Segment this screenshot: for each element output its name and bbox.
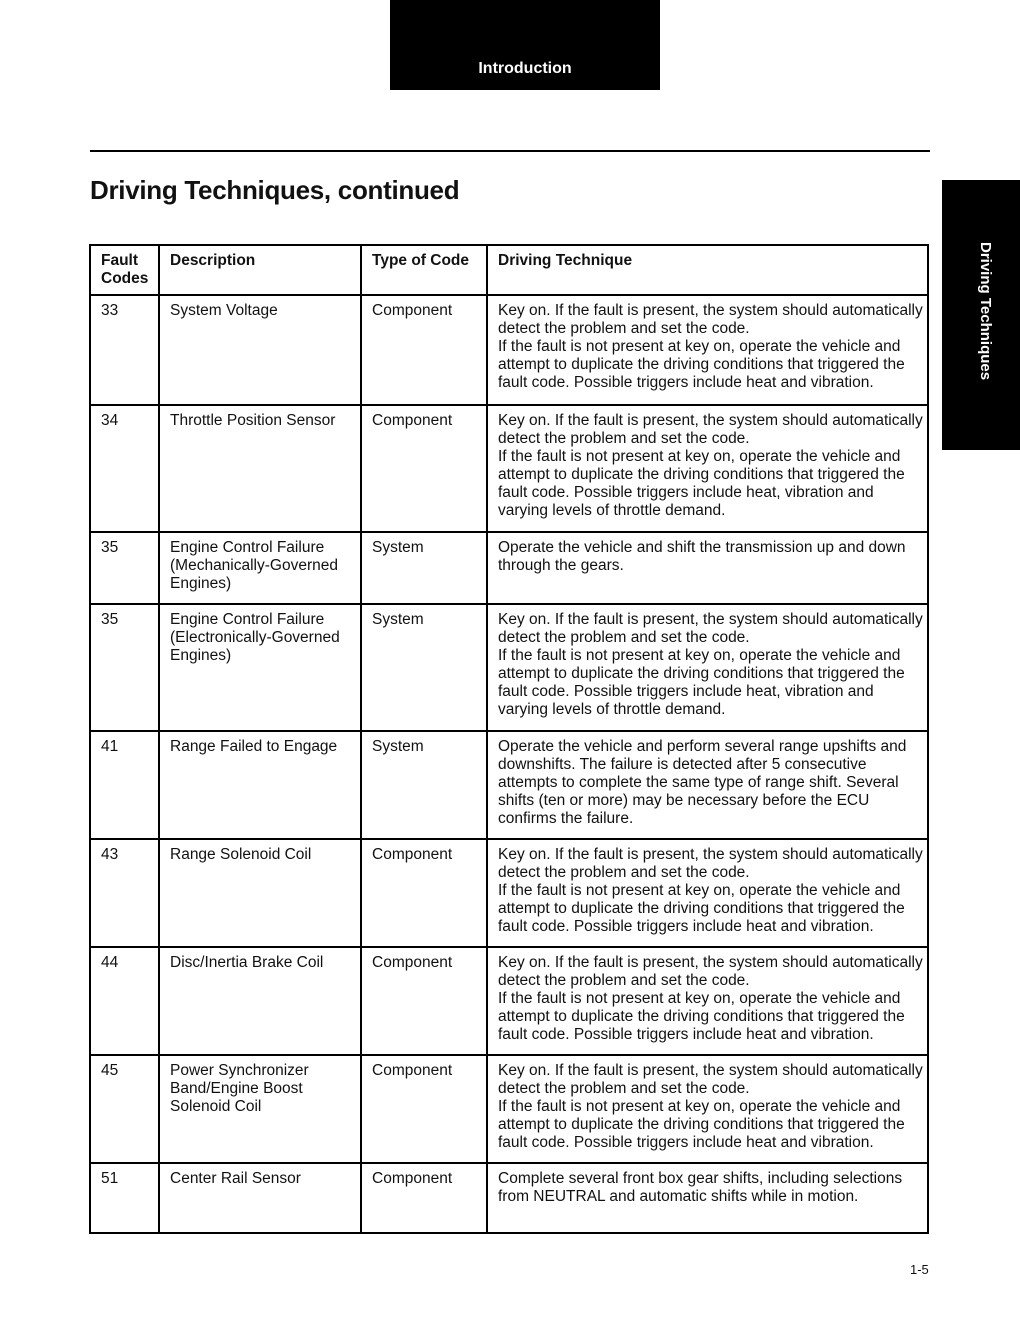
fault-code-cell: 34 [90,405,159,532]
table-row [90,731,928,839]
description-cell: Throttle Position Sensor [159,405,361,532]
technique-paragraph: Key on. If the fault is present, the system should automatically detect the problem and set the code. [498,302,923,337]
page-title: Driving Techniques, continued [90,175,460,205]
table-header-row [90,245,928,295]
table-row [90,839,928,947]
table-body [90,295,928,1233]
technique-paragraph: If the fault is not present at key on, operate the vehicle and attempt to duplicate the driving conditions that triggered the fault code. Possible triggers include heat, vibration and varying levels of throttle demand. [498,647,905,718]
technique-paragraph: Complete several front box gear shifts, including selections from NEUTRAL and automatic shifts while in motion. [498,1170,903,1205]
page-number: 1-5 [910,1262,929,1277]
description-cell: Range Solenoid Coil [159,839,361,947]
code-type-cell: System [361,532,487,604]
driving-technique-cell [487,947,928,1055]
driving-technique-cell [487,604,928,731]
column-header-type: Type of Code [361,245,487,295]
fault-code-cell: 33 [90,295,159,405]
technique-paragraph: Operate the vehicle and perform several range upshifts and downshifts. The failure is detected after 5 consecutive attempts to complete the same type of range shift. Several shifts (ten or more) may be necessary before the ECU confirms the failure. [498,738,907,827]
technique-paragraph: If the fault is not present at key on, operate the vehicle and attempt to duplicate the driving conditions that triggered the fault code. Possible triggers include heat and vibration. [498,1098,905,1151]
description-cell: Range Failed to Engage [159,731,361,839]
fault-codes-table [89,244,929,1234]
column-header-fault-line2: Codes [101,270,149,287]
fault-code-cell: 41 [90,731,159,839]
table-row [90,295,928,405]
code-type-cell: System [361,604,487,731]
technique-paragraph: Operate the vehicle and shift the transmission up and down through the gears. [498,539,906,574]
technique-paragraph: If the fault is not present at key on, operate the vehicle and attempt to duplicate the driving conditions that triggered the fault code. Possible triggers include heat, vibration and varying levels of throttle demand. [498,448,905,519]
section-tab [390,0,660,90]
title-divider [90,150,930,152]
description-cell: Engine Control Failure (Mechanically-Governed Engines) [159,532,361,604]
table-row [90,532,928,604]
technique-paragraph: Key on. If the fault is present, the system should automatically detect the problem and set the code. [498,954,923,989]
column-header-fault-codes [90,245,159,295]
chapter-side-tab-label: Driving Techniques [977,242,994,381]
technique-paragraph: Key on. If the fault is present, the system should automatically detect the problem and set the code. [498,1062,923,1097]
description-cell: Disc/Inertia Brake Coil [159,947,361,1055]
fault-code-cell: 44 [90,947,159,1055]
driving-technique-cell [487,731,928,839]
driving-technique-cell [487,405,928,532]
driving-technique-cell [487,532,928,604]
fault-code-cell: 45 [90,1055,159,1163]
chapter-side-tab [942,180,1020,450]
technique-paragraph: Key on. If the fault is present, the system should automatically detect the problem and set the code. [498,846,923,881]
column-header-fault-line1: Fault [101,252,139,269]
column-header-technique: Driving Technique [487,245,928,295]
technique-paragraph: Key on. If the fault is present, the system should automatically detect the problem and set the code. [498,412,923,447]
code-type-cell: Component [361,1163,487,1233]
column-header-description: Description [159,245,361,295]
table-row [90,604,928,731]
technique-paragraph: If the fault is not present at key on, operate the vehicle and attempt to duplicate the driving conditions that triggered the fault code. Possible triggers include heat and vibration. [498,338,905,391]
code-type-cell: System [361,731,487,839]
driving-technique-cell [487,295,928,405]
table-row [90,405,928,532]
technique-paragraph: If the fault is not present at key on, operate the vehicle and attempt to duplicate the driving conditions that triggered the fault code. Possible triggers include heat and vibration. [498,882,905,935]
description-cell: Engine Control Failure (Electronically-Governed Engines) [159,604,361,731]
code-type-cell: Component [361,1055,487,1163]
table-row [90,1163,928,1233]
driving-technique-cell [487,1163,928,1233]
driving-technique-cell [487,839,928,947]
fault-code-cell: 43 [90,839,159,947]
code-type-cell: Component [361,947,487,1055]
code-type-cell: Component [361,839,487,947]
table-row [90,1055,928,1163]
description-cell: System Voltage [159,295,361,405]
driving-technique-cell [487,1055,928,1163]
technique-paragraph: Key on. If the fault is present, the system should automatically detect the problem and set the code. [498,611,923,646]
table-row [90,947,928,1055]
section-tab-label: Introduction [478,60,572,77]
code-type-cell: Component [361,405,487,532]
description-cell: Center Rail Sensor [159,1163,361,1233]
code-type-cell: Component [361,295,487,405]
technique-paragraph: If the fault is not present at key on, operate the vehicle and attempt to duplicate the driving conditions that triggered the fault code. Possible triggers include heat and vibration. [498,990,905,1043]
description-cell: Power Synchronizer Band/Engine Boost Solenoid Coil [159,1055,361,1163]
fault-code-cell: 51 [90,1163,159,1233]
fault-code-cell: 35 [90,604,159,731]
fault-code-cell: 35 [90,532,159,604]
